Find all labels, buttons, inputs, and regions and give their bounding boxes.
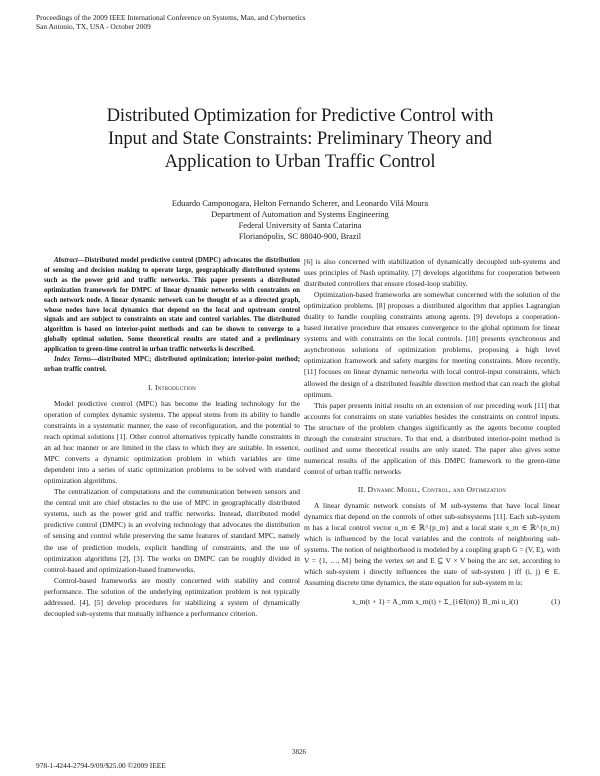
paragraph: [6] is also concerned with stabilization of dynamically decoupled sub-systems and uses principles of Nash optimality. [7] develops algorithms for cooperation between distributed controllers that ensure closed-loop stability. — [304, 257, 560, 289]
abstract — [44, 256, 300, 355]
left-column — [44, 256, 300, 619]
paragraph: This paper presents initial results on an extension of our preceding work [11] that accounts for constraints on state variables besides the constraints on control inputs. The structure of the problem changes significantly as the agents become coupled through the constraint structure. To that end, a distributed interior-point method is outlined and some theoretical results are only stated. The paper also gives some numerical results of the application of this DMPC framework to the green-time control of urban traffic networks — [304, 400, 560, 476]
paragraph: A linear dynamic network consists of M sub-systems that have local linear dynamics that depend on the controls of other sub-subsystems [11]. Each sub-system m has a local control vector u_m ∈ ℝ^{p_m} and a local state x_m ∈ ℝ^{n_m} which is influenced by the local variables and the controls of neighboring sub-systems. The notion of neighborhood is modeled by a coupling graph G = (V, E), with V = {1, …, M} being the vertex set and E ⊆ V × V being the arc set, according to which sub-system i directly influences the state of sub-system j iff (i, j) ∈ E. Assuming discrete time dynamics, the state equation for sub-system m is: — [304, 500, 560, 588]
page-number: 3826 — [292, 748, 306, 756]
copyright-line: 978-1-4244-2794-9/09/$25.00 ©2009 IEEE — [36, 761, 166, 770]
paragraph: Model predictive control (MPC) has become the leading technology for the operation of complex dynamic systems. The appeal stems from its ability to handle constraints in a systematic manner, the ease of reconfiguration, and the potential to reach optimal solutions [1]. Other control alternatives typically handle constraints in an ad hoc manner or are limited in the class to which they are suitable. In essence, MPC converts a dynamic optimization problem in which variables are time dependent into a series of static optimization problems to be solved with standard optimization algorithms. — [44, 398, 300, 486]
abstract-label: Abstract — [54, 257, 78, 264]
author-block — [40, 198, 560, 242]
author-university: Federal University of Santa Catarina — [238, 221, 362, 230]
equation-1 — [304, 591, 560, 617]
paragraph: Optimization-based frameworks are somewhat concerned with the solution of the optimization problems. [8] proposes a distributed algorithm that applies Lagrangian duality to handle coupling constraints among agents. [9] develops a cooperation-based iterative procedure that ensures convergence to the global optimum for linear systems and with constraints on the local controls. [10] presents synchronous and asynchronous solutions of optimization problems, proposing a high level optimization framework and safety margins for meeting constraints. More recently, [11] focuses on linear dynamic networks with local control-input constraints, which allowed the design of a distributed feasible direction method that can reach the global optimum. — [304, 290, 560, 399]
abstract-text: —Distributed model predictive control (DMPC) advocates the distribution of sensing and decision making to operate large, geographically distributed systems such as the power grid and traffic networks. This paper presents a distributed optimization framework for DMPC of linear dynamic networks with constraints on each network node. A linear dynamic network can be thought of as a directed graph, whose nodes have local dynamics that depend on the local and upstream control signals and are subject to constraints on state and control variables. The distributed algorithm is based on interior-point methods and can be shown to converge to a globally optimal solution. Some theoretical results are stated and a preliminary application to green-time control in urban traffic networks is described. — [44, 257, 300, 354]
section-heading-dynamic-model: II. Dynamic Model, Control, and Optimization — [357, 484, 507, 494]
title-line-3: Application to Urban Traffic Control — [164, 151, 436, 172]
paragraph: Control-based frameworks are mostly concerned with stability and control performance. The solution of the underlying optimization problem is not typically addressed. [4], [5] develop procedures for stabilizing a system of dynamically decoupled sub-systems that mutually influence a performance criterion. — [44, 575, 300, 618]
author-department: Department of Automation and Systems Engineering — [211, 210, 389, 219]
author-address: Florianópolis, SC 88040-900, Brazil — [238, 232, 362, 241]
index-terms-text: —distributed MPC; distributed optimization; interior-point method; urban traffic control. — [44, 356, 301, 373]
author-names: Eduardo Camponogara, Helton Fernando Scherer, and Leonardo Vilá Moura — [171, 199, 429, 208]
right-column — [304, 256, 560, 619]
paper-title — [40, 104, 560, 173]
proceedings-line: Proceedings of the 2009 IEEE International Conference on Systems, Man, and Cybernetics — [36, 13, 306, 22]
equation-number: (1) — [551, 597, 560, 607]
index-terms — [44, 355, 300, 375]
title-line-1: Distributed Optimization for Predictive Control with — [106, 105, 494, 126]
title-line-2: Input and State Constraints: Preliminary Theory and — [108, 128, 492, 149]
index-terms-label: Index Terms — [54, 356, 91, 364]
section-heading-introduction: I. Introduction — [148, 382, 196, 392]
equation-body: x_m(t + 1) = A_mm x_m(t) + Σ_{i∈I(m)} B_mi u_i(t) — [352, 597, 519, 607]
venue-line: San Antonio, TX, USA - October 2009 — [36, 22, 151, 31]
paragraph: The centralization of computations and the communication between sensors and the central unit are chief obstacles to the use of MPC in geographically distributed systems, such as the power grid and traffic networks. Instead, distributed model predictive control (DMPC) is an evolving technology that advocates the distribution of sensing and control while preserving the same features of standard MPC, namely the use of prediction models, explicit handling of constraints, and the use of optimization algorithms [2], [3]. The works on DMPC can be roughly divided in control-based and optimization-based frameworks. — [44, 487, 300, 574]
